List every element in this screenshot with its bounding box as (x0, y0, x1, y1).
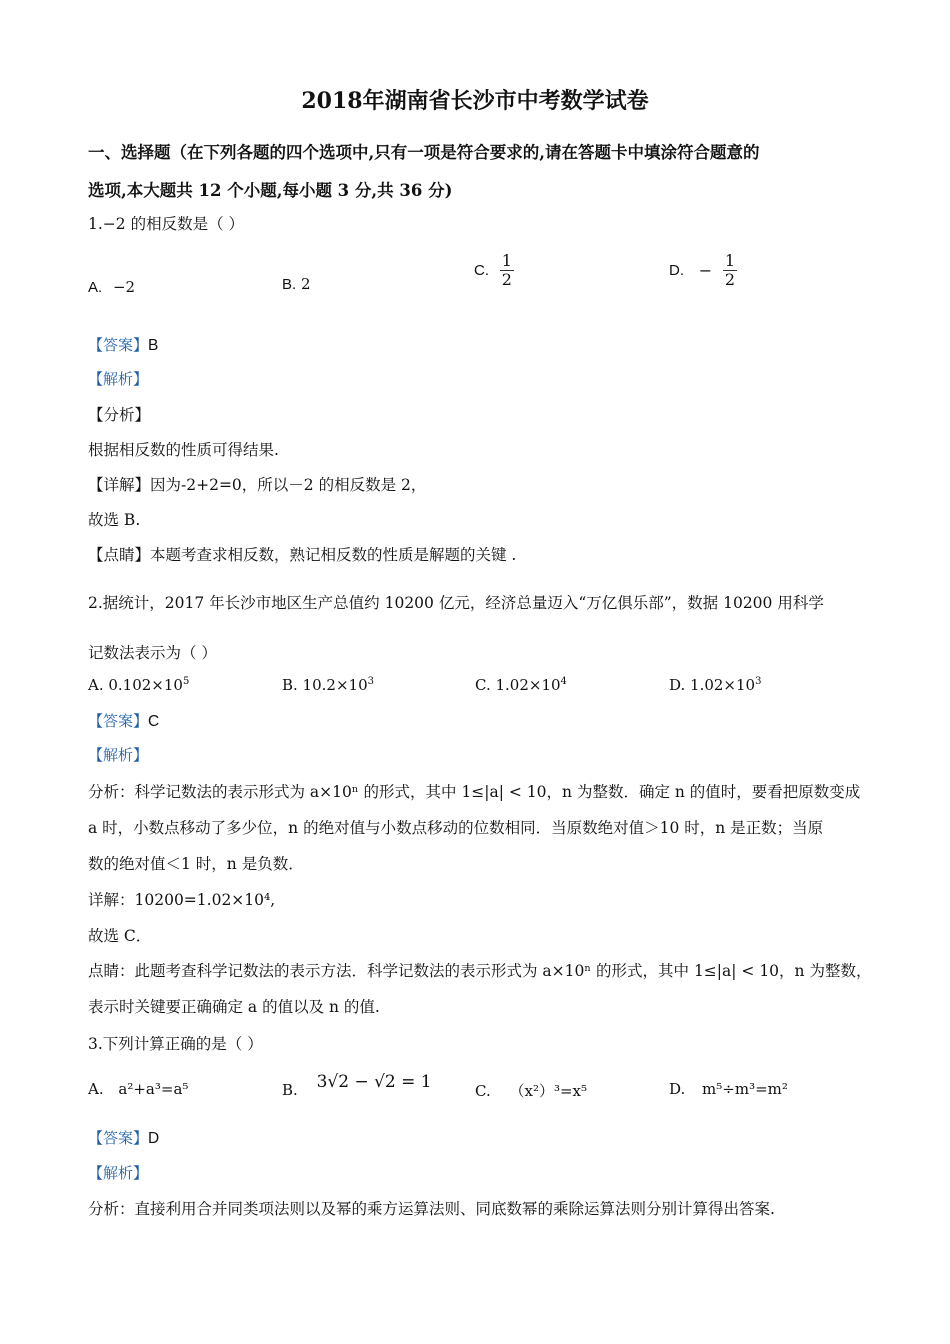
q1-jiexi-tag: 【解析】 (88, 371, 149, 388)
q1-option-a-value: −2 (112, 278, 136, 296)
q2-answer (88, 710, 159, 733)
q1-option-c-numerator: 1 (501, 251, 512, 270)
q3-answer-tag: 【答案】 (88, 1130, 149, 1147)
q2-detail: 详解：10200=1.02×10⁴, (88, 891, 276, 909)
q3-option-c-value: （x²）³=x⁵ (509, 1082, 588, 1100)
q1-option-c-fraction (500, 252, 514, 289)
q2-option-b-text: B. 10.2×10 (282, 676, 368, 694)
q3-option-a (88, 1080, 188, 1098)
q3-option-d-value: m⁵÷m³=m² (702, 1080, 788, 1098)
q2-choice: 故选 C． (88, 927, 152, 945)
q2-analysis-line3: 数的绝对值＜1 时，n 是负数． (88, 855, 304, 873)
q1-option-b (282, 275, 311, 293)
q3-option-b-value: 3√2 − √2 = 1 (316, 1072, 432, 1092)
q2-answer-value: C (148, 713, 160, 730)
q1-option-d-label: D. (669, 262, 684, 279)
q1-detail: 【详解】因为-2+2=0，所以－2 的相反数是 2， (88, 476, 427, 494)
q2-analysis-line2: a 时，小数点移动了多少位，n 的绝对值与小数点移动的位数相同．当原数绝对值＞10 时，n 是正数；当原 (88, 819, 824, 837)
q3-analysis: 分析：直接利用合并同类项法则以及幂的乘方运算法则、同底数幂的乘除运算法则分别计算得出答案. (88, 1200, 775, 1218)
q3-option-b (282, 1072, 432, 1099)
q1-option-b-value: 2 (300, 275, 311, 293)
q2-option-d (669, 676, 761, 694)
q2-option-c (475, 676, 567, 694)
q1-option-d-fraction (723, 252, 737, 289)
q2-option-d-text: D. 1.02×10 (669, 676, 756, 694)
q1-option-d-numerator: 1 (724, 251, 736, 270)
q3-option-c (475, 1080, 587, 1101)
q3-option-c-label: C. (475, 1082, 491, 1100)
q3-option-d-label: D. (669, 1080, 686, 1098)
q2-comment-line2: 表示时关键要正确确定 a 的值以及 n 的值. (88, 998, 380, 1016)
q2-option-c-text: C. 1.02×10 (475, 676, 561, 694)
q1-option-b-label: B. (282, 276, 297, 293)
q2-jiexi-tag: 【解析】 (88, 747, 149, 764)
q2-option-a-text: A. 0.102×10 (88, 676, 183, 694)
q1-option-d (669, 252, 737, 289)
q2-answer-tag: 【答案】 (88, 713, 149, 730)
q1-option-c (474, 252, 514, 289)
q1-option-a-label: A. (88, 279, 103, 296)
q1-answer (88, 334, 158, 357)
q1-stem: 1.−2 的相反数是（ ） (88, 215, 244, 233)
q2-stem-line1: 2.据统计，2017 年长沙市地区生产总值约 10200 亿元，经济总量迈入“万亿俱乐部”，数据 10200 用科学 (88, 594, 824, 612)
q1-answer-value: B (148, 337, 159, 354)
q1-choice: 故选 B. (88, 511, 141, 529)
q3-answer (88, 1127, 159, 1150)
q3-option-a-value: a²+a³=a⁵ (118, 1080, 189, 1098)
section-heading-line2: 选项,本大题共 12 个小题,每小题 3 分,共 36 分) (88, 181, 453, 200)
q3-jiexi-tag: 【解析】 (88, 1165, 149, 1182)
q2-option-b-exp: 3 (367, 676, 374, 687)
q2-analysis-line1: 分析：科学记数法的表示形式为 a×10ⁿ 的形式，其中 1≤|a| < 10，n 为整数．确定 n 的值时，要看把原数变成 (88, 783, 861, 801)
q1-comment: 【点睛】本题考查求相反数，熟记相反数的性质是解题的关键 . (88, 546, 517, 564)
q2-option-a-exp: 5 (182, 676, 190, 687)
q1-option-d-sign: − (698, 261, 713, 280)
q3-option-b-label: B. (282, 1081, 298, 1099)
q3-stem: 3.下列计算正确的是（ ） (88, 1035, 263, 1053)
q2-option-a (88, 676, 189, 694)
q2-comment-line1: 点睛：此题考查科学记数法的表示方法．科学记数法的表示形式为 a×10ⁿ 的形式，其中 1≤|a| < 10，n 为整数， (88, 962, 872, 980)
q3-answer-value: D (148, 1130, 160, 1147)
q3-option-a-label: A. (88, 1080, 104, 1098)
q3-option-d (669, 1080, 788, 1098)
q2-stem-line2: 记数法表示为（ ） (88, 644, 217, 662)
q1-option-a (88, 278, 135, 296)
page-title: 2018年湖南省长沙市中考数学试卷 (301, 88, 649, 114)
q1-fenxi-tag: 【分析】 (88, 406, 151, 424)
q1-fenxi-text: 根据相反数的性质可得结果. (88, 441, 279, 459)
q1-option-c-label: C. (474, 262, 489, 279)
q2-option-b (282, 676, 374, 694)
section-heading-line1: 一、选择题（在下列各题的四个选项中,只有一项是符合要求的,请在答题卡中填涂符合题意的 (88, 143, 760, 162)
q2-option-d-exp: 3 (755, 676, 762, 687)
q1-answer-tag: 【答案】 (88, 337, 149, 354)
q1-option-c-denominator: 2 (501, 270, 512, 289)
q1-option-d-denominator: 2 (724, 270, 736, 289)
q2-option-c-exp: 4 (560, 676, 567, 687)
